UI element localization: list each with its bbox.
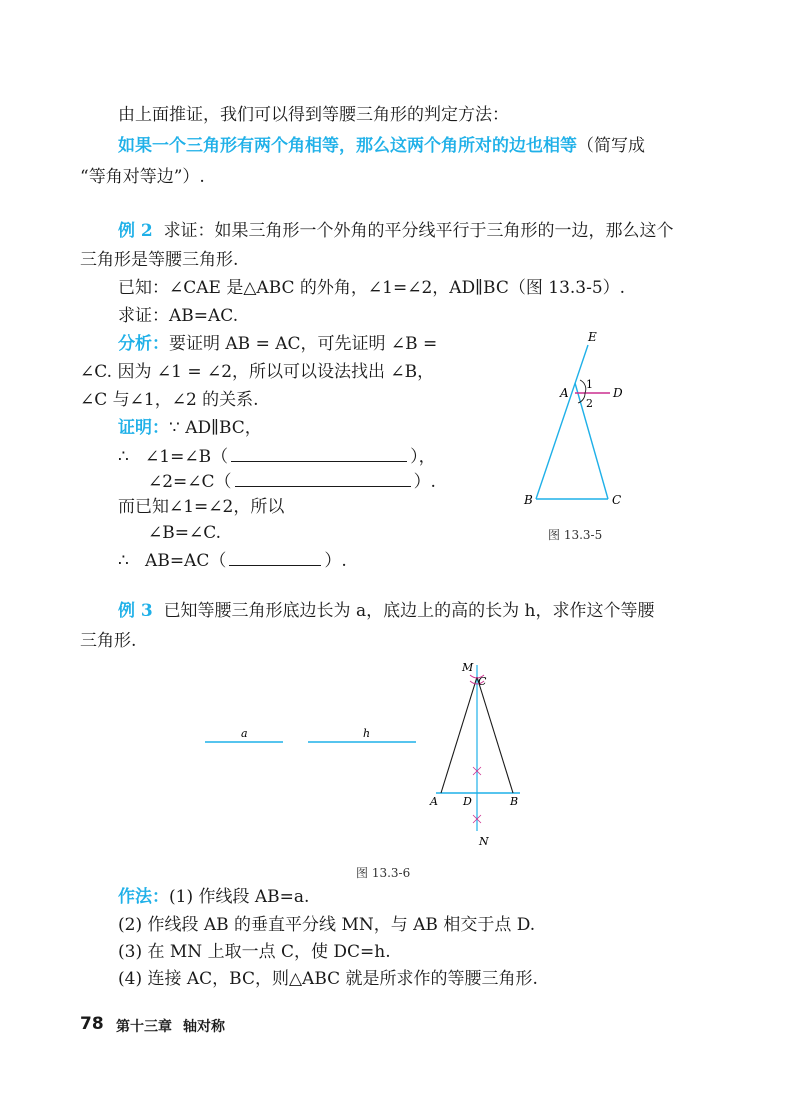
blank-3[interactable] — [229, 549, 321, 566]
example2-heading — [118, 220, 674, 242]
conclusion-text: AB=AC（ — [145, 551, 227, 571]
label-angle-1: 1 — [586, 378, 593, 391]
label-B: B — [524, 493, 533, 507]
example2-statement-2: 三角形是等腰三角形. — [80, 250, 239, 270]
label-D: D — [463, 795, 472, 808]
label-A: A — [560, 386, 569, 400]
theorem-text: 如果一个三角形有两个角相等，那么这两个角所对的边也相等 — [118, 136, 577, 156]
theorem-note: （简写成 — [577, 136, 645, 156]
step1-end: ）， — [410, 447, 436, 467]
step2-text: ∠2=∠C（ — [148, 472, 232, 492]
label-C: C — [612, 493, 622, 507]
analysis-text-1: 要证明 AB = AC，可先证明 ∠B = — [169, 334, 438, 354]
proof-because: ∵ AD∥BC， — [169, 418, 262, 438]
example2-prove: 求证：AB=AC. — [118, 306, 239, 326]
page-number: 78 — [80, 1014, 104, 1034]
intro-line: 由上面推证，我们可以得到等腰三角形的判定方法： — [118, 105, 509, 125]
method-step-3: (3) 在 MN 上取一点 C，使 DC=h. — [118, 942, 391, 962]
figure-13-3-5 — [510, 325, 650, 515]
proof-step-3: 而已知∠1=∠2，所以 — [118, 497, 285, 517]
chapter-label: 第十三章 — [116, 1019, 172, 1035]
method-label: 作法： — [118, 887, 169, 907]
segment-h-label: h — [363, 727, 371, 740]
analysis-line-2: ∠C. 因为 ∠1 = ∠2，所以可以设法找出 ∠B， — [80, 362, 435, 382]
label-A: A — [430, 795, 438, 808]
caption-13-3-6: 图 13.3-6 — [356, 866, 411, 880]
label-B: B — [510, 795, 519, 808]
example3-label: 例 3 — [118, 601, 153, 621]
label-angle-2: 2 — [586, 397, 593, 410]
analysis-label: 分析： — [118, 334, 169, 354]
line-EB — [536, 345, 588, 499]
proof-step-4: ∠B=∠C. — [148, 523, 222, 543]
analysis-line-1 — [118, 333, 437, 355]
therefore-symbol-2: ∴ — [118, 551, 129, 571]
angle-1-arc — [580, 380, 586, 393]
proof-line — [118, 417, 262, 439]
figure-13-3-6 — [190, 655, 570, 855]
caption-13-3-5: 图 13.3-5 — [548, 528, 603, 542]
label-D: D — [613, 386, 623, 400]
conclusion-end: ）. — [324, 551, 347, 571]
method-step-2: (2) 作线段 AB 的垂直平分线 MN，与 AB 相交于点 D. — [118, 915, 536, 935]
chapter-title: 轴对称 — [183, 1019, 225, 1035]
method-step-4: (4) 连接 AC，BC，则△ABC 就是所求作的等腰三角形. — [118, 969, 538, 989]
example2-statement-1: 求证：如果三角形一个外角的平分线平行于三角形的一边，那么这个 — [163, 221, 674, 241]
example2-label: 例 2 — [118, 221, 153, 241]
example3-statement-1: 已知等腰三角形底边长为 a，底边上的高的长为 h，求作这个等腰 — [163, 601, 655, 621]
step1-text: ∠1=∠B（ — [145, 447, 229, 467]
proof-label: 证明： — [118, 418, 169, 438]
analysis-line-3: ∠C 与∠1，∠2 的关系. — [80, 390, 259, 410]
label-C: C — [478, 675, 487, 688]
example3-statement-2: 三角形. — [80, 631, 137, 651]
theorem-line — [118, 135, 645, 157]
label-E: E — [588, 330, 597, 344]
method-step-1: (1) 作线段 AB=a. — [169, 887, 310, 907]
example2-given: 已知：∠CAE 是△ABC 的外角，∠1=∠2，AD∥BC（图 13.3-5）. — [118, 278, 626, 298]
method-line-1 — [118, 886, 309, 908]
example3-heading — [118, 600, 654, 622]
blank-1[interactable] — [231, 445, 407, 462]
line-AC — [441, 677, 477, 793]
segment-a-label: a — [241, 727, 248, 740]
blank-2[interactable] — [235, 470, 411, 487]
short-form: “等角对等边”）. — [80, 167, 205, 187]
step2-end: ）. — [413, 472, 436, 492]
label-M: M — [462, 661, 474, 674]
proof-step-1 — [118, 445, 436, 468]
proof-conclusion — [118, 549, 347, 572]
label-N: N — [479, 835, 489, 848]
line-BC — [477, 677, 513, 793]
proof-step-2 — [148, 470, 436, 493]
therefore-symbol: ∴ — [118, 447, 129, 467]
